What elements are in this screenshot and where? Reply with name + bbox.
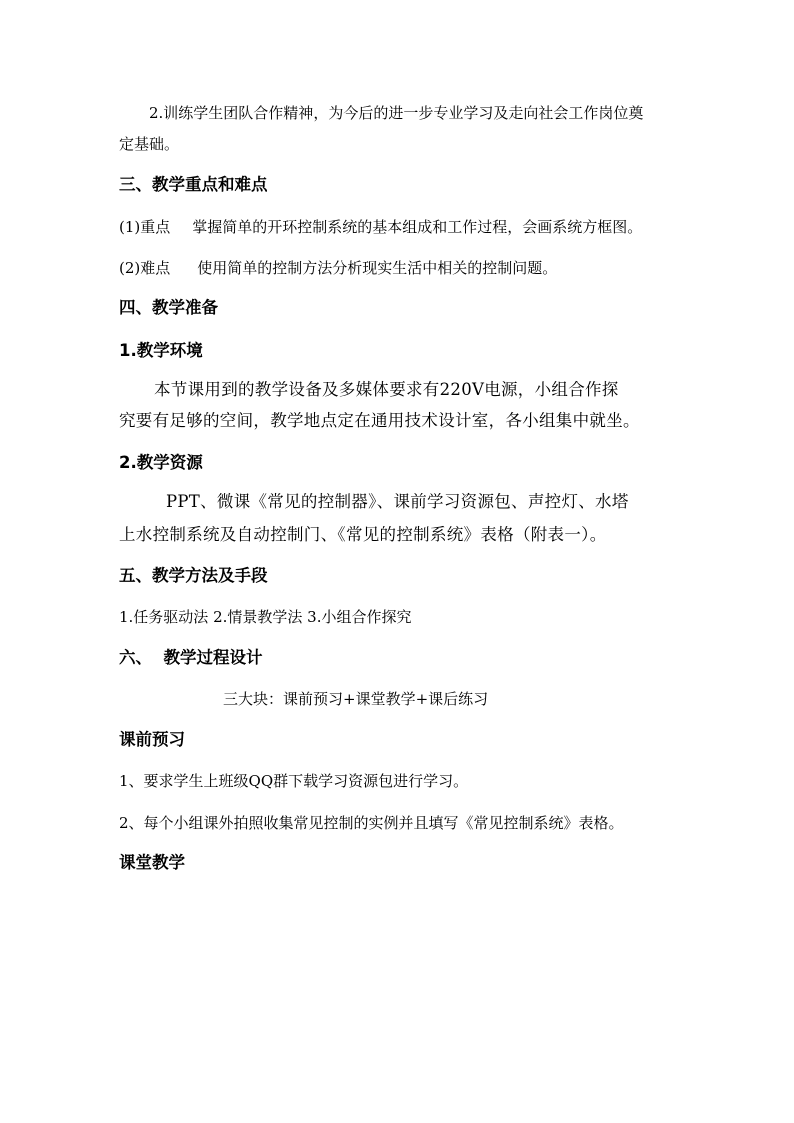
- section-4-heading: 四、教学准备: [119, 298, 218, 317]
- difficulty-text: 使用简单的控制方法分析现实生活中相关的控制问题。: [197, 259, 558, 277]
- resources-line2: 上水控制系统及自动控制门、《常见的控制系统》表格（附表一）。: [119, 525, 607, 544]
- key-point-text: 掌握简单的开环控制系统的基本组成和工作过程，会画系统方框图。: [192, 218, 643, 236]
- environment-line1: 本节课用到的教学设备及多媒体要求有220V电源，小组合作探: [154, 380, 619, 399]
- preview-item-2: 2、每个小组课外拍照收集常见控制的实例并且填写《常见控制系统》表格。: [119, 814, 624, 832]
- subsection-1-heading: 1.教学环境: [119, 341, 203, 360]
- three-blocks-line: 三大块：课前预习+课堂教学+课后练习: [223, 690, 489, 708]
- classroom-heading: 课堂教学: [119, 853, 185, 872]
- section-3-heading: 三、教学重点和难点: [119, 175, 268, 194]
- preview-heading: 课前预习: [119, 730, 185, 749]
- section-6-heading: 六、 教学过程设计: [119, 648, 263, 667]
- environment-line2: 究要有足够的空间，教学地点定在通用技术设计室，各小组集中就坐。: [119, 411, 640, 430]
- preview-item-1: 1、要求学生上班级QQ群下载学习资源包进行学习。: [119, 772, 469, 790]
- objective-2-line1: 2.训练学生团队合作精神，为今后的进一步专业学习及走向社会工作岗位奠: [149, 104, 644, 122]
- key-point-label: (1)重点: [119, 218, 171, 236]
- methods-line: 1.任务驱动法 2.情景教学法 3.小组合作探究: [119, 608, 412, 626]
- key-point-line: [119, 217, 642, 237]
- objective-2-line2: 定基础。: [119, 135, 180, 153]
- resources-line1: PPT、微课《常见的控制器》、课前学习资源包、声控灯、水塔: [166, 492, 629, 511]
- difficulty-line: [119, 258, 557, 278]
- difficulty-label: (2)难点: [119, 259, 171, 277]
- subsection-2-heading: 2.教学资源: [119, 453, 203, 472]
- section-5-heading: 五、教学方法及手段: [119, 566, 268, 585]
